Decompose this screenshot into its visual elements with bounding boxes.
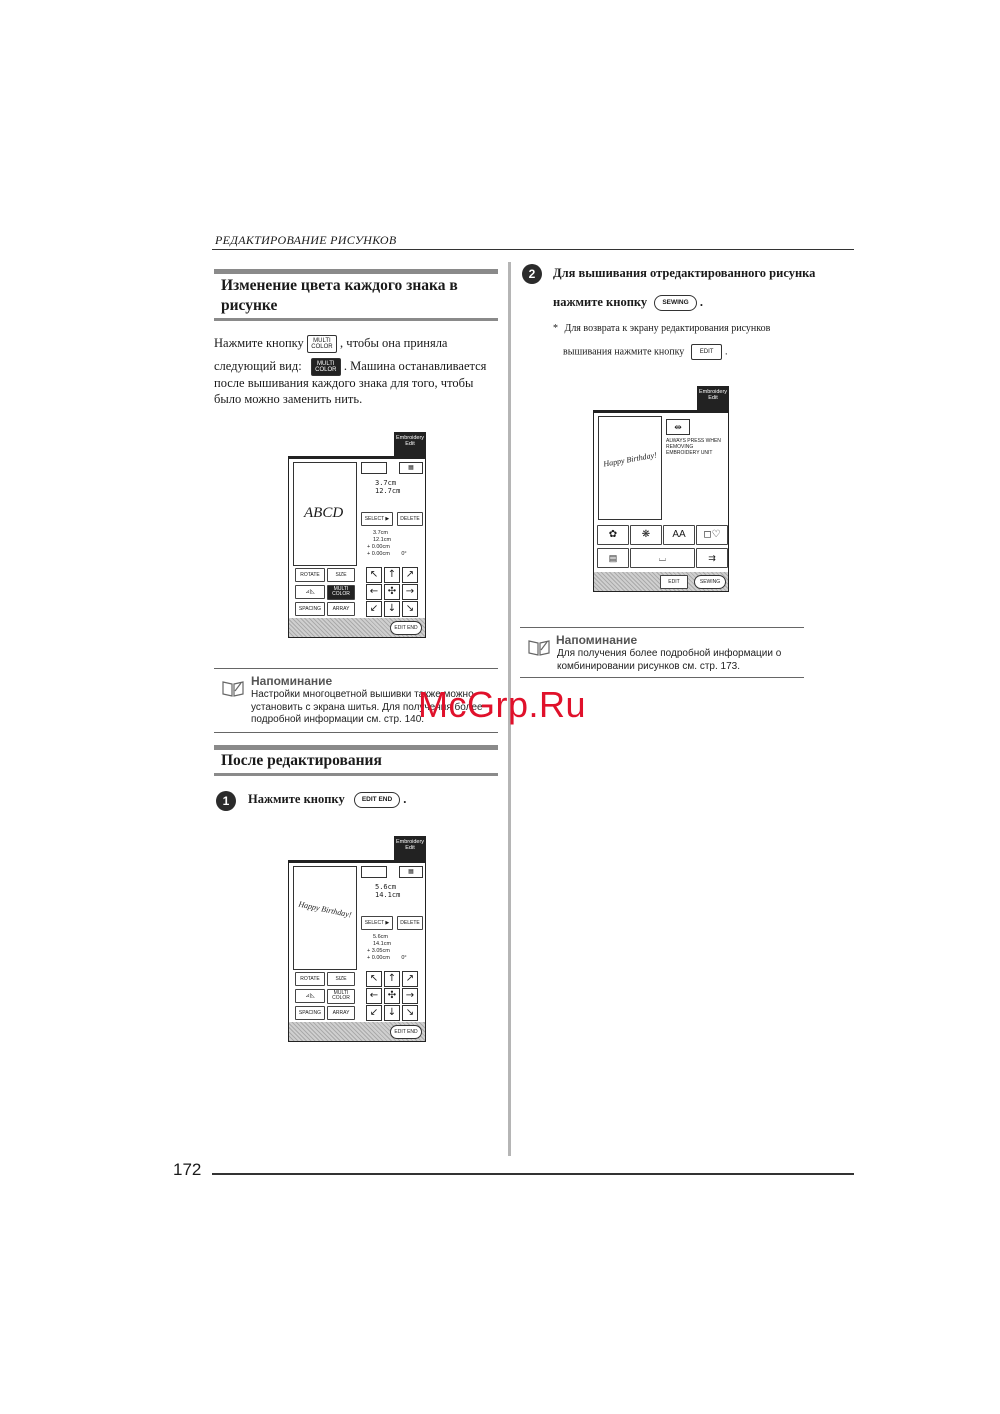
text: Нажмите кнопку [248, 792, 345, 806]
step-number-2: 2 [522, 264, 542, 284]
section-title-line: Изменение цвета каждого знака в [221, 277, 458, 294]
screen-body [288, 458, 426, 638]
border-pattern-icon[interactable]: ❋ [630, 525, 662, 545]
size-height: 14.1cm [375, 891, 401, 899]
arrow-down-right-icon[interactable]: ↘ [402, 1005, 418, 1021]
angle: 0° [401, 551, 407, 557]
memo-line: комбинировании рисунков см. стр. 173. [557, 660, 740, 672]
size-width: 5.6cm [375, 883, 397, 891]
unit-remove-icon[interactable]: ⇹ [666, 419, 690, 435]
mirror-button[interactable]: ⊿|◺ [295, 989, 325, 1003]
layout-icon[interactable] [361, 462, 387, 474]
warning-text: ALWAYS PRESS WHEN REMOVING EMBROIDERY UNIT [666, 438, 721, 456]
memo-body [557, 648, 781, 673]
watermark: McGrp.Ru [418, 684, 587, 725]
multi-color-key: MULTI COLOR [307, 335, 337, 353]
sewing-key: SEWING [654, 295, 696, 311]
arrow-up-left-icon[interactable]: ↖ [366, 567, 382, 583]
pocket-icon[interactable]: ⌴ [630, 548, 695, 568]
memo-title: Напоминание [251, 674, 333, 688]
pattern-preview [293, 866, 357, 970]
edit-button[interactable]: EDIT [660, 575, 688, 589]
step-number-1: 1 [216, 791, 236, 811]
pos-horizontal: + 0.00cm [367, 955, 390, 961]
info-height: 14.1cm [373, 941, 392, 947]
memo-rule-top [214, 668, 498, 669]
memo-book-icon [221, 678, 245, 698]
layout-icon[interactable] [361, 866, 387, 878]
edit-end-key: EDIT END [354, 792, 400, 808]
font-select-button[interactable]: AA [663, 525, 695, 545]
floral-pattern-icon[interactable]: ✿ [597, 525, 629, 545]
array-button[interactable]: ARRAY [327, 602, 355, 616]
period: . [403, 792, 407, 806]
embroidery-edit-tab: Embroidery Edit [697, 386, 729, 413]
transfer-icon[interactable]: ⇉ [696, 548, 728, 568]
info-width: 5.6cm [373, 934, 388, 940]
spacing-button[interactable]: SPACING [295, 1006, 325, 1020]
arrow-down-left-icon[interactable]: ↙ [366, 601, 382, 617]
spacing-button[interactable]: SPACING [295, 602, 325, 616]
memory-icon[interactable]: ▤ [597, 548, 629, 568]
step-2-line2 [553, 294, 703, 311]
arrow-down-icon[interactable]: ↓ [384, 601, 400, 617]
memo-line: Настройки многоцветной вышивки также можно [251, 689, 474, 700]
section-bar-top [214, 269, 498, 274]
paragraph-line: после вышивания каждого знака для того, чтобы [214, 376, 474, 390]
machine-screen-2 [288, 836, 426, 1042]
arrow-up-icon[interactable]: ↑ [384, 567, 400, 583]
position-info [363, 530, 407, 558]
machine-screen-1 [288, 432, 426, 638]
period: . [724, 346, 728, 358]
pattern-text: Happy Birthday! [602, 450, 658, 469]
select-button[interactable]: SELECT ▶ [361, 916, 393, 930]
section-bar-bottom [214, 773, 498, 776]
paragraph-line [214, 358, 486, 376]
info-height: 12.1cm [373, 537, 392, 543]
note-line: вышивания нажмите кнопку [563, 346, 685, 358]
pattern-text: ABCD [304, 505, 344, 521]
page-number: 172 [173, 1160, 202, 1179]
angle: 0° [401, 955, 407, 961]
arrow-up-right-icon[interactable]: ↗ [402, 971, 418, 987]
asterisk: * [553, 323, 558, 334]
embroidery-edit-tab: Embroidery Edit [394, 836, 426, 863]
memo-line: подробной информации см. стр. 140. [251, 714, 425, 725]
edit-end-button[interactable]: EDIT END [390, 621, 422, 635]
header-rule [212, 249, 854, 250]
size-button[interactable]: SIZE [327, 972, 355, 986]
step-2-line1: Для вышивания отредактированного рисунка [553, 266, 816, 280]
text: , чтобы она приняла [340, 336, 448, 350]
frame-icon[interactable]: ▦ [399, 866, 423, 878]
mirror-button[interactable]: ⊿|◺ [295, 585, 325, 599]
paragraph-line [214, 335, 447, 353]
pos-vertical: + 0.00cm [367, 544, 390, 550]
screen-body [288, 862, 426, 1042]
running-header: РЕДАКТИРОВАНИЕ РИСУНКОВ [215, 233, 397, 247]
size-button[interactable]: SIZE [327, 568, 355, 582]
arrow-up-left-icon[interactable]: ↖ [366, 971, 382, 987]
info-width: 3.7cm [373, 530, 388, 536]
multi-color-button[interactable]: MULTI COLOR [327, 989, 355, 1004]
section-bar-bottom [214, 318, 498, 321]
section-title-color-change [221, 276, 505, 316]
section-title-after-edit: После редактирования [221, 752, 382, 769]
section-bar-top [214, 745, 498, 750]
text: Нажмите кнопку [214, 336, 304, 350]
arrow-down-right-icon[interactable]: ↘ [402, 601, 418, 617]
pos-vertical: + 3.05cm [367, 948, 390, 954]
arrow-right-icon[interactable]: → [402, 988, 418, 1004]
machine-screen-3 [593, 386, 729, 592]
size-readout [363, 479, 400, 495]
memo-rule-bottom [214, 732, 498, 733]
rotate-button[interactable]: ROTATE [295, 972, 325, 986]
rotate-button[interactable]: ROTATE [295, 568, 325, 582]
multi-color-button-active[interactable]: MULTI COLOR [327, 585, 355, 600]
frame-shape-icon[interactable]: ◻♡ [696, 525, 728, 545]
arrow-left-icon[interactable]: ← [366, 988, 382, 1004]
position-info [363, 934, 407, 962]
note-line: Для возврата к экрану редактирования рисунков [564, 323, 771, 334]
memo-line: установить с экрана шитья. Для получения более [251, 701, 483, 713]
pattern-preview [598, 416, 662, 520]
size-width: 3.7cm [375, 479, 397, 487]
arrow-left-icon[interactable]: ← [366, 584, 382, 600]
arrow-down-icon[interactable]: ↓ [384, 1005, 400, 1021]
edit-key: EDIT [691, 344, 723, 360]
paragraph-line: было можно заменить нить. [214, 392, 363, 406]
pattern-preview [293, 462, 357, 566]
size-readout [363, 883, 400, 899]
section-title-line: рисунке [221, 297, 278, 314]
edit-end-button[interactable]: EDIT END [390, 1025, 422, 1039]
arrow-down-left-icon[interactable]: ↙ [366, 1005, 382, 1021]
text: . Машина останавливается [343, 359, 487, 373]
embroidery-edit-tab: Embroidery Edit [394, 432, 426, 459]
arrow-up-icon[interactable]: ↑ [384, 971, 400, 987]
sewing-button[interactable]: SEWING [694, 575, 726, 589]
period: . [699, 295, 703, 309]
text: нажмите кнопку [553, 295, 648, 309]
text: следующий вид: [214, 359, 302, 373]
select-button[interactable]: SELECT ▶ [361, 512, 393, 526]
pattern-text: Happy Birthday! [297, 899, 353, 920]
memo-title: Напоминание [556, 633, 638, 647]
array-button[interactable]: ARRAY [327, 1006, 355, 1020]
delete-button[interactable]: DELETE [397, 916, 423, 930]
step-2-note-line2 [563, 344, 727, 360]
footer-rule [212, 1173, 854, 1175]
memo-rule-bottom [520, 677, 804, 678]
pos-horizontal: + 0.00cm [367, 551, 390, 557]
frame-icon[interactable]: ▦ [399, 462, 423, 474]
memo-rule-top [520, 627, 804, 628]
multi-color-key-active: MULTI COLOR [311, 358, 341, 376]
center-icon[interactable]: ✣ [384, 584, 400, 600]
arrow-up-right-icon[interactable]: ↗ [402, 567, 418, 583]
step-1-text [248, 791, 406, 808]
arrow-right-icon[interactable]: → [402, 584, 418, 600]
memo-line: Для получения более подробной информации о [557, 648, 782, 659]
screen-body [593, 412, 729, 592]
delete-button[interactable]: DELETE [397, 512, 423, 526]
size-height: 12.7cm [375, 487, 401, 495]
step-2-note [553, 322, 770, 335]
memo-book-icon [527, 637, 551, 657]
center-icon[interactable]: ✣ [384, 988, 400, 1004]
